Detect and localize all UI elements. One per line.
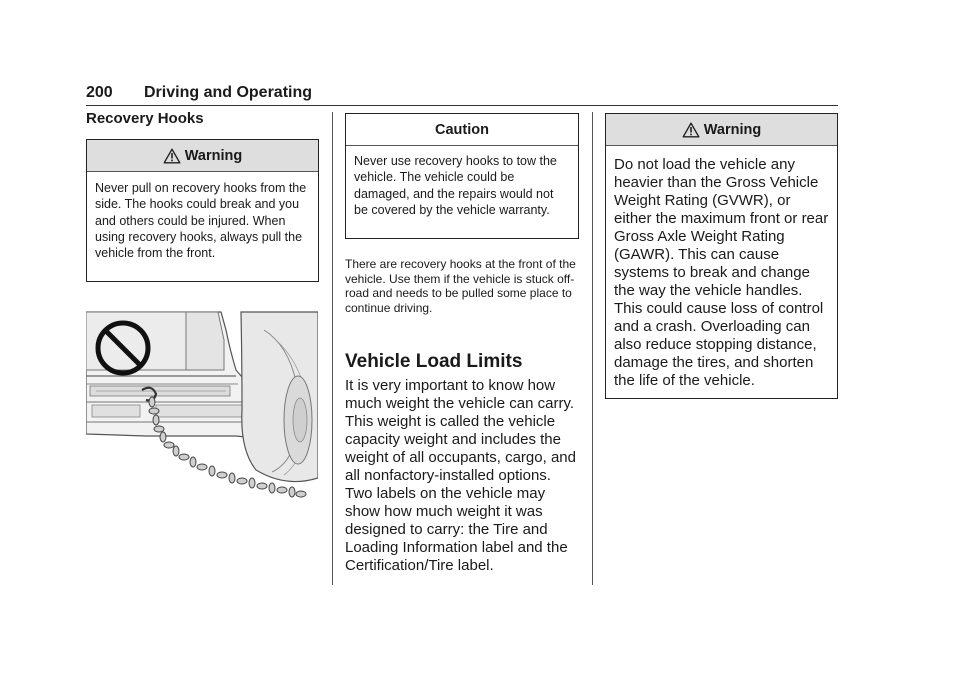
recovery-hooks-paragraph: There are recovery hooks at the front of the vehicle. Use them if the vehicle is stuck off-road and needs to be pulled some place to continue driving. xyxy=(345,257,576,315)
vehicle-load-limits-body: It is very important to know how much weight the vehicle can carry. This weight is called the vehicle capacity weight and includes the weight of all occupants, cargo, and all nonfactory-installed options. Two labels on the vehicle may show how much weight it was designed to carry: the Tire and Loading Information label and the Certification/Tire label. xyxy=(345,377,576,574)
warning-triangle-icon xyxy=(682,122,700,138)
caution-text: Never use recovery hooks to tow the vehicle. The vehicle could be damaged, and the repairs would not be covered by the vehicle warranty. xyxy=(354,154,557,217)
caution-box-header xyxy=(346,114,578,146)
section-title: Recovery Hooks xyxy=(86,110,204,127)
recovery-hook-illustration xyxy=(86,310,318,500)
warning-box-load xyxy=(605,113,838,399)
page-number: 200 xyxy=(86,84,113,101)
caution-box xyxy=(345,113,579,239)
page-header xyxy=(86,83,838,106)
warning-title: Warning xyxy=(184,147,243,164)
column-divider-left xyxy=(332,112,333,585)
warning-triangle-icon xyxy=(163,148,181,164)
warning-box-recovery xyxy=(86,139,319,282)
warning-box-header xyxy=(87,140,318,172)
warning-box-header xyxy=(606,114,837,146)
section-heading-vehicle-load-limits: Vehicle Load Limits xyxy=(345,351,523,372)
caution-title: Caution xyxy=(435,121,489,138)
warning-title: Warning xyxy=(703,121,762,138)
warning-text: Do not load the vehicle any heavier than the Gross Vehicle Weight Rating (GVWR), or either the maximum front or rear Gross Axle Weight Rating (GAWR). This can cause systems to break and change the way the vehicle handles. This could cause loss of control and a crash. Overloading can also reduce stopping distance, damage the tires, and shorten the life of the vehicle. xyxy=(614,156,829,389)
column-divider-right xyxy=(592,112,593,585)
warning-text: Never pull on recovery hooks from the side. The hooks could break and you and others could be injured. When using recovery hooks, always pull the vehicle from the front. xyxy=(95,181,307,261)
chapter-title: Driving and Operating xyxy=(144,84,313,101)
